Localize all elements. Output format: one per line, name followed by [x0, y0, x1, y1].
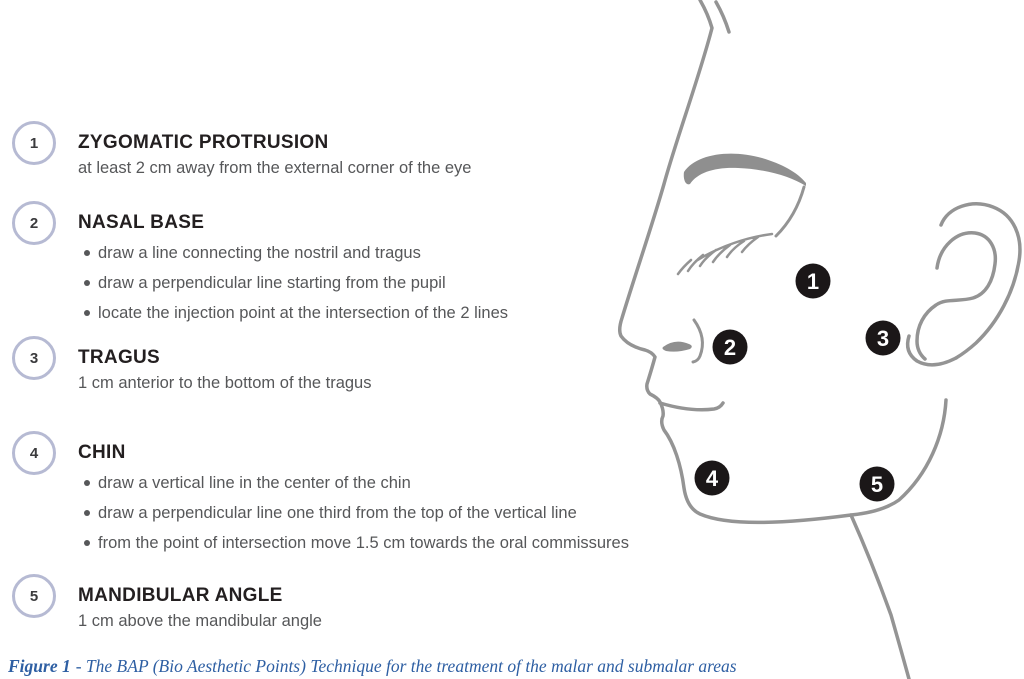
bullet-dot-icon [84, 250, 90, 256]
figure-caption-label: Figure 1 [8, 656, 71, 676]
point-description: at least 2 cm away from the external corner of the eye [78, 159, 472, 177]
point-number-badge [12, 201, 56, 245]
bullet-text: locate the injection point at the intersection of the 2 lines [98, 304, 509, 322]
bullet-item [78, 498, 629, 528]
point-number: 2 [29, 214, 39, 232]
ear-inner-line [917, 233, 995, 359]
point-description: 1 cm above the mandibular angle [78, 612, 322, 630]
bullet-list [78, 468, 629, 558]
bullet-text: draw a perpendicular line one third from the top of the vertical line [98, 504, 577, 522]
figure-caption [8, 656, 737, 677]
point-number: 4 [29, 444, 39, 462]
nose-wing-line [693, 320, 702, 362]
ear-outline [941, 204, 1020, 358]
eyebrow-shape [684, 154, 806, 186]
ear-lobe-line [908, 336, 956, 365]
point-number-badge [12, 336, 56, 380]
mouth-line [660, 403, 723, 410]
point-title: MANDIBULAR ANGLE [78, 585, 283, 606]
bullet-text: draw a line connecting the nostril and tragus [98, 244, 421, 262]
point-number-badge [12, 431, 56, 475]
point-content [78, 201, 508, 328]
bullet-item [78, 298, 508, 328]
list-item-zygomatic-protrusion [12, 121, 471, 180]
point-description: 1 cm anterior to the bottom of the tragus [78, 374, 372, 392]
marker-label-1: 1 [806, 269, 820, 294]
point-title: ZYGOMATIC PROTRUSION [78, 132, 329, 153]
list-item-chin [12, 431, 629, 558]
point-number: 5 [29, 587, 39, 605]
marker-label-2: 2 [723, 335, 737, 360]
list-item-mandibular-angle [12, 574, 322, 633]
injection-point-markers [695, 264, 901, 502]
point-number: 1 [29, 134, 39, 152]
bullet-item [78, 468, 629, 498]
nostril-shape [662, 342, 691, 352]
point-number: 3 [29, 349, 39, 367]
point-content [78, 121, 471, 180]
bullet-dot-icon [84, 480, 90, 486]
point-title: CHIN [78, 442, 126, 463]
hair-stroke [716, 2, 729, 32]
marker-label-3: 3 [876, 326, 890, 351]
bullet-text: from the point of intersection move 1.5 cm towards the oral commissures [98, 534, 629, 552]
marker-label-4: 4 [705, 466, 719, 491]
bullet-list [78, 238, 508, 328]
bullet-item [78, 528, 629, 558]
bullet-item [78, 268, 508, 298]
point-title: NASAL BASE [78, 212, 205, 233]
jaw-back-curve [851, 400, 946, 515]
point-content [78, 431, 629, 558]
point-content [78, 574, 322, 633]
point-number-badge [12, 121, 56, 165]
bullet-dot-icon [84, 280, 90, 286]
bullet-dot-icon [84, 310, 90, 316]
bullet-text: draw a perpendicular line starting from the pupil [98, 274, 446, 292]
bullet-dot-icon [84, 510, 90, 516]
marker-label-5: 5 [870, 472, 884, 497]
eyelid-crease-line [776, 187, 804, 236]
point-number-badge [12, 574, 56, 618]
list-item-tragus [12, 336, 372, 395]
bullet-item [78, 238, 508, 268]
face-profile-illustration [600, 0, 1024, 679]
bullet-text: draw a vertical line in the center of the chin [98, 474, 411, 492]
bullet-dot-icon [84, 540, 90, 546]
point-title: TRAGUS [78, 347, 161, 368]
figure-caption-text: - The BAP (Bio Aesthetic Points) Technique for the treatment of the malar and submalar areas [75, 656, 737, 676]
point-content [78, 336, 372, 395]
eyelashes [678, 234, 772, 274]
list-item-nasal-base [12, 201, 508, 328]
